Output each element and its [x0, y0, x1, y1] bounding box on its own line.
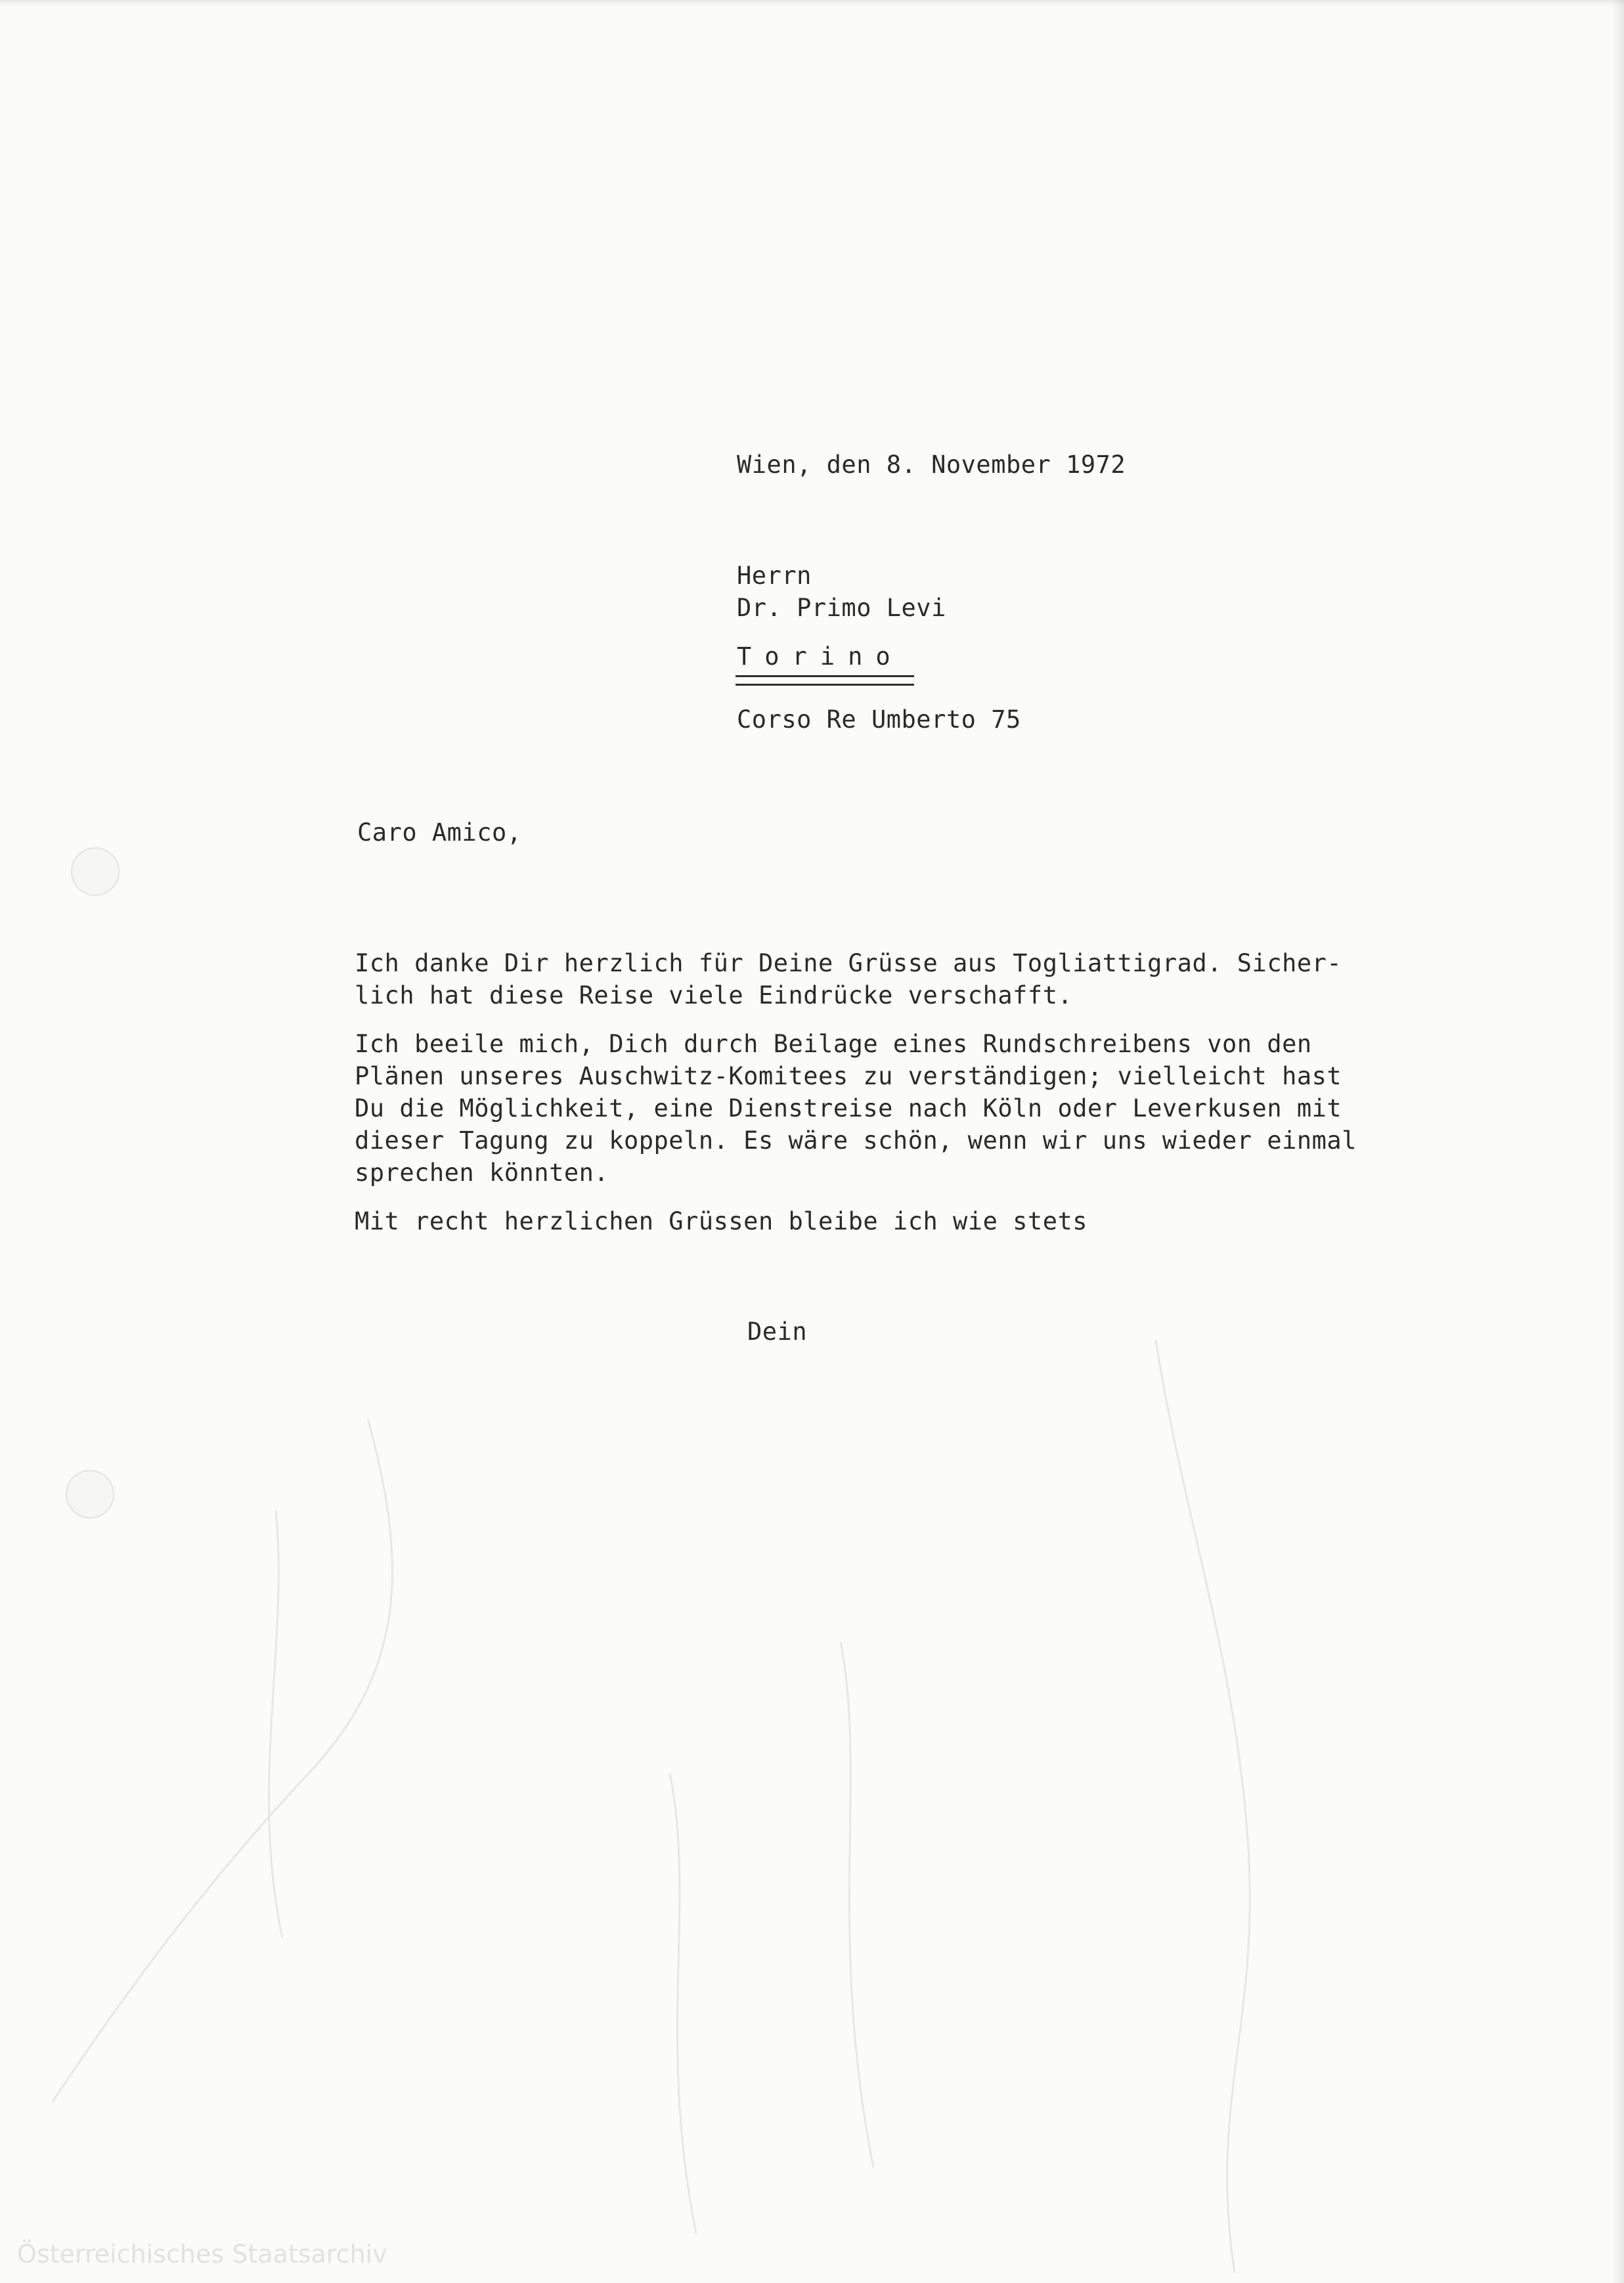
- archive-watermark: Österreichisches Staatsarchiv: [17, 2240, 387, 2269]
- closing-line: Mit recht herzlichen Grüssen bleibe ich wie stets: [355, 1207, 1088, 1235]
- greeting: Caro Amico,: [357, 818, 522, 847]
- punch-hole-lower: [66, 1470, 114, 1518]
- paragraph-2-line: Plänen unseres Auschwitz-Komitees zu verständigen; vielleicht hast: [355, 1062, 1342, 1090]
- punch-hole-upper: [71, 847, 120, 896]
- recipient-title: Herrn: [737, 562, 812, 590]
- sign-off: Dein: [747, 1318, 808, 1346]
- recipient-street: Corso Re Umberto 75: [737, 705, 1021, 734]
- paragraph-2-line: dieser Tagung zu koppeln. Es wäre schön, wenn wir uns wieder einmal: [355, 1126, 1357, 1155]
- recipient-city: Torino: [737, 642, 904, 671]
- paragraph-1-line: lich hat diese Reise viele Eindrücke verschafft.: [355, 981, 1073, 1009]
- paragraph-1-line: Ich danke Dir herzlich für Deine Grüsse aus Togliattigrad. Sicher-: [355, 949, 1342, 977]
- paragraph-2-line: Ich beeile mich, Dich durch Beilage eines Rundschreibens von den: [355, 1030, 1312, 1058]
- city-double-underline: [735, 675, 914, 686]
- paragraph-2-line: sprechen könnten.: [355, 1159, 609, 1187]
- recipient-name: Dr. Primo Levi: [737, 594, 946, 622]
- dateline: Wien, den 8. November 1972: [737, 451, 1126, 479]
- paragraph-2-line: Du die Möglichkeit, eine Dienstreise nach Köln oder Leverkusen mit: [355, 1094, 1342, 1122]
